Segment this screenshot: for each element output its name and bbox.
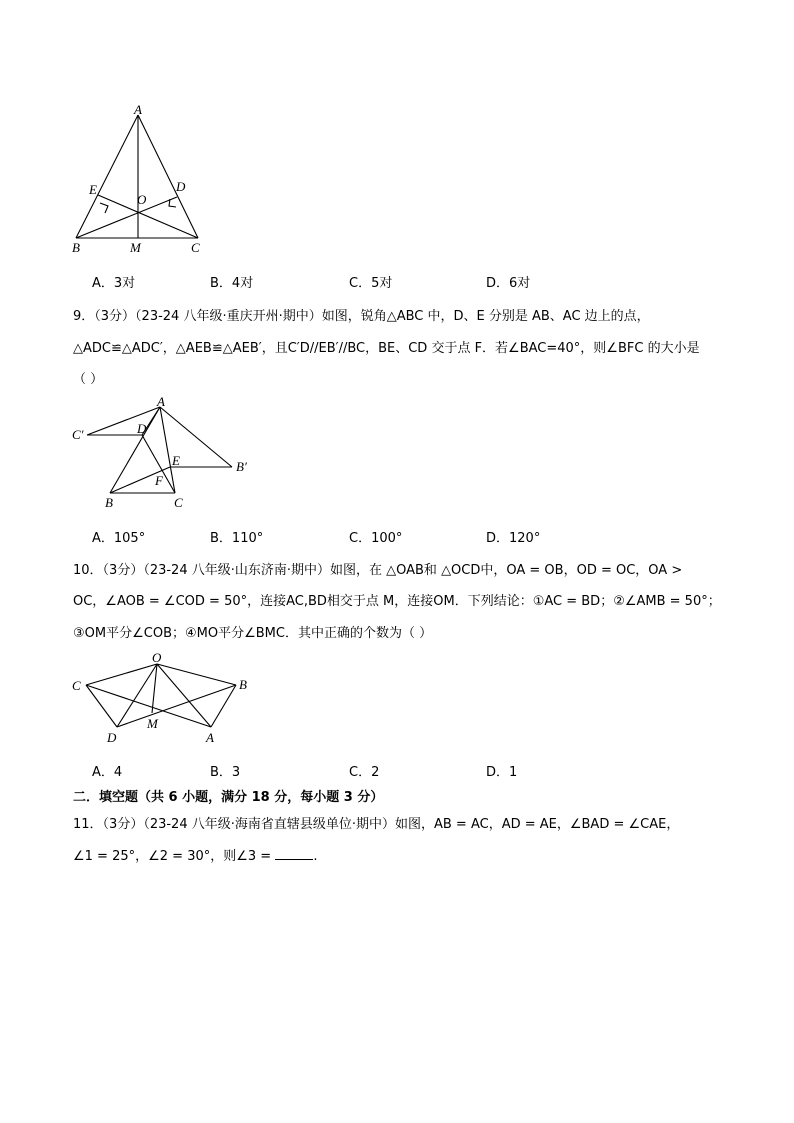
fig10-label-D: D xyxy=(107,730,117,745)
q8-option-a[interactable]: A．3对 xyxy=(92,276,136,291)
fig10-label-A: A xyxy=(206,730,214,745)
figure-q8-triangle xyxy=(60,100,220,260)
fig8-label-B: B xyxy=(72,240,80,255)
q10-option-c[interactable]: C．2 xyxy=(349,765,380,780)
fig9-label-B: B xyxy=(105,495,113,510)
q8-option-c[interactable]: C．5对 xyxy=(349,276,393,291)
fig8-label-O: O xyxy=(137,192,147,207)
fig9-label-D: D xyxy=(137,421,147,436)
fig8-label-C: C xyxy=(191,240,200,255)
q10-text-line2: OC，∠AOB = ∠COD = 50°，连接AC,BD相交于点 M，连接OM．下列结论：①AC = BD；②∠AMB = 50°； xyxy=(73,594,721,609)
fig10-label-M: M xyxy=(147,716,158,731)
q10-text-line3: ③OM平分∠COB；④MO平分∠BMC．其中正确的个数为（ ） xyxy=(73,626,433,641)
q8-options xyxy=(92,272,732,290)
fig8-label-A: A xyxy=(134,102,142,117)
fig8-label-M: M xyxy=(130,240,141,255)
q10-option-b[interactable]: B．3 xyxy=(210,765,241,780)
q9-option-a[interactable]: A．105° xyxy=(92,531,146,546)
q9-options xyxy=(92,527,732,545)
q11-text-line2-post: . xyxy=(313,849,318,864)
section-fill-in-heading: 二．填空题（共 6 小题，满分 18 分，每小题 3 分） xyxy=(73,790,384,805)
fig8-label-D: D xyxy=(176,179,186,194)
fig10-label-C: C xyxy=(72,678,81,693)
fig9-label-B-prime: B′ xyxy=(236,459,247,474)
q8-option-b[interactable]: B．4对 xyxy=(210,276,254,291)
q9-option-c[interactable]: C．100° xyxy=(349,531,403,546)
q11-text-line2 xyxy=(73,845,317,864)
q11-text-line1: 11．（3分）（23-24 八年级·海南省直辖县级单位·期中）如图，AB = AC，AD = AE，∠BAD = ∠CAE， xyxy=(73,817,680,832)
q11-text-line2-pre: ∠1 = 25°，∠2 = 30°，则∠3 = xyxy=(73,849,276,864)
q9-option-d[interactable]: D．120° xyxy=(486,531,541,546)
fig10-label-B: B xyxy=(239,677,247,692)
fig9-label-C: C xyxy=(174,495,183,510)
figure-q10-triangles xyxy=(60,645,270,750)
fig9-label-A: A xyxy=(157,394,165,409)
q9-text-line3: （ ） xyxy=(73,372,104,387)
fig9-label-E: E xyxy=(172,453,180,468)
q9-text-line1: 9．（3分）（23-24 八年级·重庆开州·期中）如图，锐角△ABC 中，D、E 分别是 AB、AC 边上的点， xyxy=(73,309,650,324)
fig10-label-O: O xyxy=(152,650,162,665)
q10-options xyxy=(92,761,732,779)
figure-q9-triangle xyxy=(60,395,280,520)
q8-option-d[interactable]: D．6对 xyxy=(486,276,531,291)
q9-option-b[interactable]: B．110° xyxy=(210,531,264,546)
q10-option-d[interactable]: D．1 xyxy=(486,765,518,780)
fig9-label-F: F xyxy=(155,473,163,488)
q10-text-line1: 10．（3分）（23-24 八年级·山东济南·期中）如图，在 △OAB和 △OCD中，OA = OB，OD = OC，OA > xyxy=(73,563,683,578)
q10-option-a[interactable]: A．4 xyxy=(92,765,123,780)
fig8-label-E: E xyxy=(89,182,97,197)
q11-answer-blank[interactable] xyxy=(275,847,313,860)
fig9-label-C-prime: C′ xyxy=(72,427,84,442)
q9-text-line2: △ADC≌△ADC′，△AEB≌△AEB′，且C′D//EB′//BC，BE、CD 交于点 F．若∠BAC=40°，则∠BFC 的大小是 xyxy=(73,341,700,356)
